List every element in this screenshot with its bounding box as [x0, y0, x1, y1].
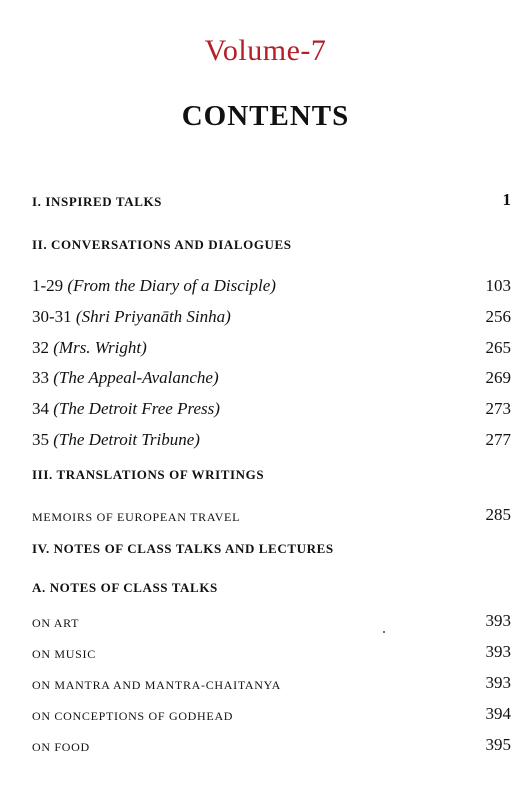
item-title: (Mrs. Wright)	[53, 338, 147, 357]
page-number: 395	[485, 735, 511, 754]
page-number: 393	[485, 611, 511, 630]
item-number: 1-29	[32, 276, 64, 295]
item-label	[32, 430, 200, 450]
item-label	[32, 276, 276, 296]
page-number: 393	[485, 642, 511, 661]
page-number: 393	[485, 673, 511, 692]
item-title: (The Appeal-Avalanche)	[53, 368, 219, 387]
item-title: (Shri Priyanāth Sinha)	[75, 307, 231, 326]
item-label: ON FOOD	[32, 740, 90, 754]
print-speck	[383, 631, 385, 633]
section-label: IV. NOTES OF CLASS TALKS AND LECTURES	[32, 541, 334, 556]
page-number: 265	[485, 338, 511, 357]
toc-item	[32, 731, 511, 755]
toc-section-conversations	[32, 229, 511, 253]
toc-item	[32, 272, 511, 296]
page-number: 273	[485, 399, 511, 418]
toc-item	[32, 334, 511, 358]
item-title: (From the Diary of a Disciple)	[67, 276, 276, 295]
item-number: 32	[32, 338, 49, 357]
section-label: I. INSPIRED TALKS	[32, 194, 163, 209]
item-label: ON CONCEPTIONS OF GODHEAD	[32, 709, 234, 723]
toc-item	[32, 638, 511, 662]
item-label	[32, 399, 220, 419]
item-label: ON MANTRA AND MANTRA-CHAITANYA	[32, 678, 282, 692]
volume-heading: Volume-7	[204, 34, 327, 67]
item-label: ON MUSIC	[32, 647, 96, 661]
toc-item	[32, 607, 511, 631]
page-number: 103	[485, 276, 511, 295]
page-number: 256	[485, 307, 511, 326]
section-label: A. NOTES OF CLASS TALKS	[32, 580, 218, 595]
toc-item	[32, 669, 511, 693]
page-number: 285	[485, 505, 511, 524]
item-label	[32, 307, 231, 327]
page-number: 394	[485, 704, 511, 723]
section-label: III. TRANSLATIONS OF WRITINGS	[32, 467, 265, 482]
toc-section-notes	[32, 533, 511, 557]
toc-item	[32, 303, 511, 327]
item-label	[32, 368, 219, 388]
page-number: 269	[485, 368, 511, 387]
toc-subsection-class-talks	[32, 572, 511, 596]
page-number: 277	[485, 430, 511, 449]
toc-item	[32, 364, 511, 388]
toc-item	[32, 700, 511, 724]
page-number: 1	[502, 190, 511, 209]
item-number: 30-31	[32, 307, 72, 326]
contents-title: CONTENTS	[181, 100, 350, 132]
item-number: 34	[32, 399, 49, 418]
item-number: 33	[32, 368, 49, 387]
toc-item-memoirs	[32, 501, 511, 525]
item-label: ON ART	[32, 616, 80, 630]
toc-section-inspired-talks	[32, 186, 511, 210]
item-title: (The Detroit Free Press)	[53, 399, 220, 418]
toc-item	[32, 395, 511, 419]
item-label	[32, 338, 147, 358]
item-title: (The Detroit Tribune)	[53, 430, 200, 449]
toc-item	[32, 426, 511, 450]
toc-section-translations	[32, 459, 511, 483]
section-label: II. CONVERSATIONS AND DIALOGUES	[32, 237, 292, 252]
item-number: 35	[32, 430, 49, 449]
item-label: MEMOIRS OF EUROPEAN TRAVEL	[32, 510, 241, 524]
